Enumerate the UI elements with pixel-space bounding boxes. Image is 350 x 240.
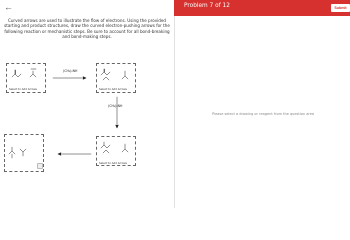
reagent-2-label[interactable]: (CH₃)₂NH (108, 104, 123, 108)
right-panel-message: Please select a drawing or reagent from the question area (211, 112, 315, 116)
intermediate-1-structure (101, 69, 128, 80)
question-instructions: Curved arrows are used to illustrate the flow of electrons. Using the provided starting and product structures, draw the curved electron-pushing arrows for the following reaction or mechanistic steps. Be sure to account for all bond-breaking and bond-making steps. (4, 18, 170, 39)
problem-title: Problem 7 of 12 (184, 3, 230, 9)
back-arrow-icon[interactable]: ← (4, 2, 13, 12)
reagent-1-label[interactable]: (CH₃)₂NH (63, 69, 78, 73)
intermediate-2-structure (101, 142, 128, 153)
add-arrows-label-1[interactable]: Select to Add Arrows (9, 87, 37, 91)
reaction-arrow-down (116, 97, 119, 128)
product-structure (9, 147, 26, 158)
reaction-arrow-right (53, 77, 86, 80)
add-arrows-label-3[interactable]: Select to Add Arrows (99, 161, 127, 165)
submit-button[interactable]: Submit (331, 4, 350, 12)
reaction-arrow-left (58, 153, 91, 156)
starting-material-structure (12, 69, 36, 77)
add-arrows-label-2[interactable]: Select to Add Arrows (99, 87, 127, 91)
